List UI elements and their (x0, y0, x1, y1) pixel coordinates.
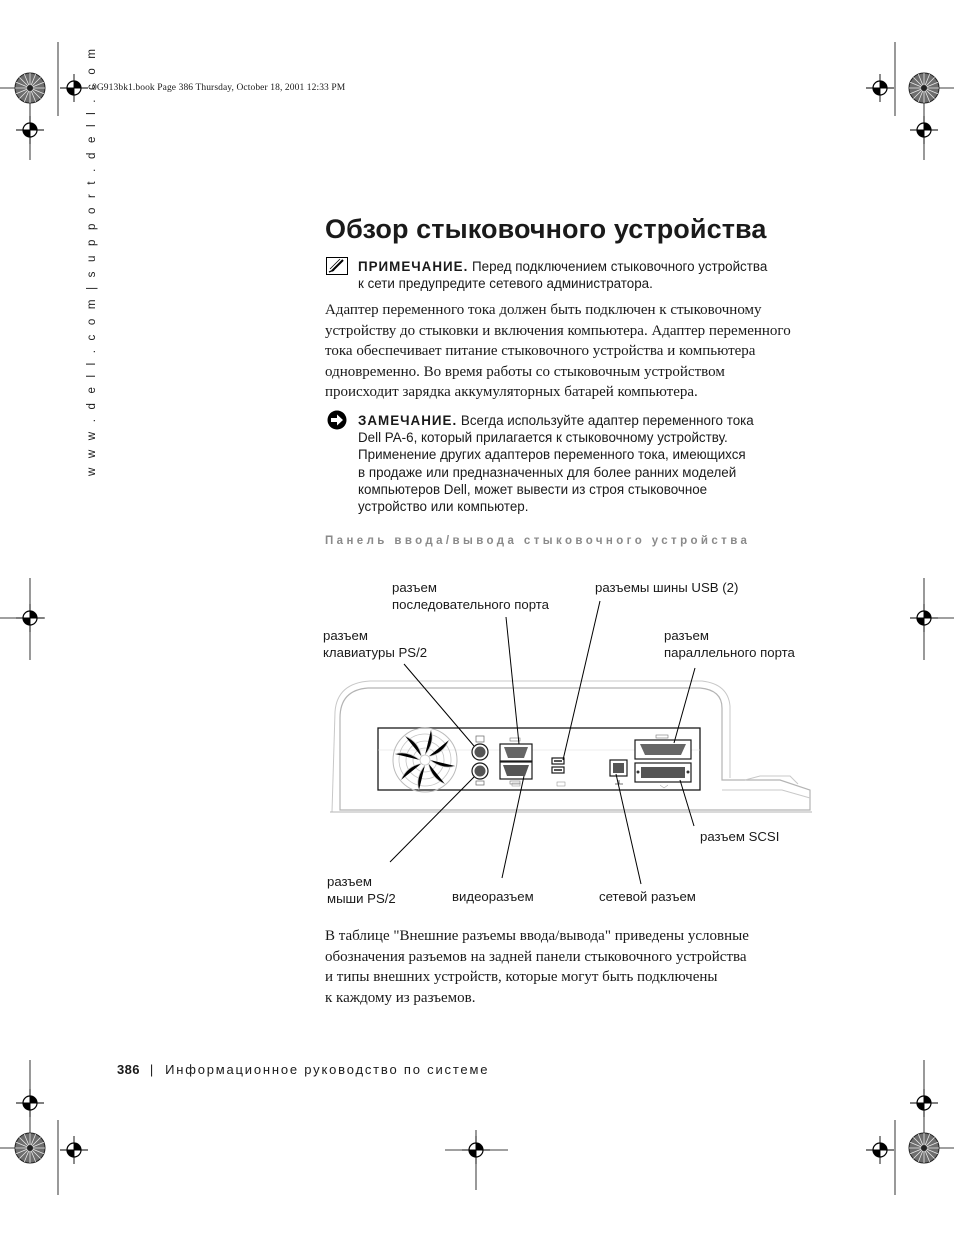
label-serial-port: разъем последовательного порта (392, 580, 549, 612)
label-scsi-port: разъем SCSI (700, 829, 780, 844)
label-keyboard-port: разъем клавиатуры PS/2 (323, 628, 428, 660)
paragraph-line: устройству до стыковки и включения компьютера. Адаптер переменного (325, 322, 791, 339)
label-parallel-port: разъем параллельного порта (664, 628, 795, 660)
paragraph-line: обозначения разъемов на задней панели стыковочного устройства (325, 948, 747, 965)
side-url: w w w . d e l l . c o m | s u p p o r t . d e l l . c o m (86, 45, 98, 476)
notice-text-line: Применение других адаптеров переменного тока, имеющихся (358, 447, 746, 463)
outro-paragraph (325, 926, 785, 1008)
notice-text-line: Dell PA-6, который прилагается к стыковочному устройству. (358, 430, 728, 446)
notice-text-line: Всегда используйте адаптер переменного тока (460, 413, 754, 428)
note-label: ПРИМЕЧАНИЕ. (358, 259, 469, 274)
figure-title: Панель ввода/вывода стыковочного устройства (325, 535, 751, 547)
note-text-line: к сети предупредите сетевого администратора. (358, 276, 653, 292)
notice-text-line: в продаже или предназначенных для более ранних моделей (358, 464, 737, 480)
print-header: 0G913bk1.book Page 386 Thursday, October 18, 2001 12:33 PM (92, 83, 346, 93)
paragraph-line: тока обеспечивает питание стыковочного устройства и компьютера (325, 343, 756, 359)
notice-text-line: устройство или компьютер. (358, 499, 529, 515)
notice-text-line: компьютеров Dell, может вывести из строя стыковочное (358, 481, 708, 497)
paragraph-line: Адаптер переменного тока должен быть подключен к стыковочному (325, 302, 762, 318)
page-title: Обзор стыковочного устройства (325, 214, 767, 244)
label-usb-ports: разъемы шины USB (2) (595, 580, 739, 595)
paragraph-line: одновременно. Во время работы со стыковочным устройством (325, 363, 725, 380)
paragraph-line: и типы внешних устройств, которые могут быть подключены (325, 969, 718, 985)
page-footer (117, 1062, 489, 1077)
note-text-line: Перед подключением стыковочного устройства (472, 259, 768, 274)
footer-separator: | (149, 1062, 156, 1077)
label-video-port: видеоразъем (452, 889, 534, 904)
paragraph-line: В таблице "Внешние разъемы ввода/вывода" приведены условные (325, 928, 749, 944)
book-title: Информационное руководство по системе (165, 1062, 490, 1077)
label-mouse-port: разъем мыши PS/2 (327, 874, 396, 906)
label-network-port: сетевой разъем (599, 889, 696, 904)
paragraph-line: к каждому из разъемов. (325, 989, 476, 1006)
notice-label: ЗАМЕЧАНИЕ. (358, 413, 458, 428)
paragraph-line: происходит зарядка аккумуляторных батарей компьютера. (325, 384, 698, 400)
page-number: 386 (117, 1062, 140, 1077)
